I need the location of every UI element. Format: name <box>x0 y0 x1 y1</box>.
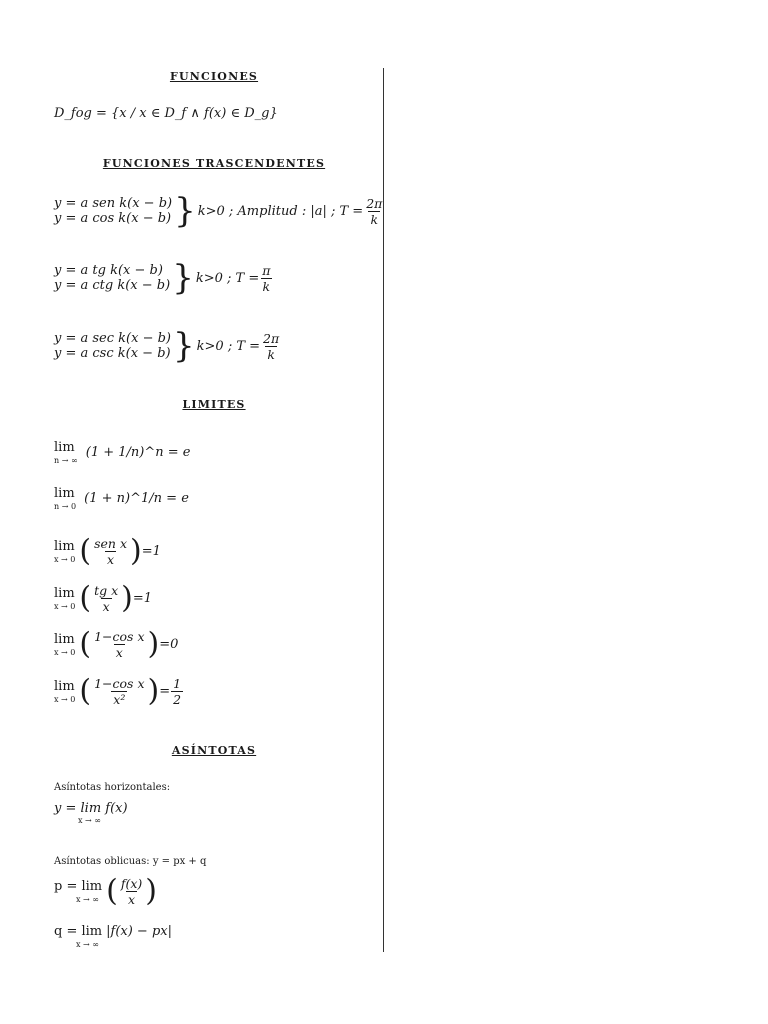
sencos-period-fraction <box>364 196 384 227</box>
fraction-numerator: π <box>262 262 271 278</box>
fraction-denominator: x <box>102 599 110 614</box>
lim-subscript: x → ∞ <box>76 895 99 904</box>
heading-limites: LIMITES <box>182 398 246 411</box>
right-brace: } <box>172 258 194 298</box>
tgctg-period-fraction <box>260 263 272 294</box>
lim-subscript: x → ∞ <box>78 816 101 825</box>
fraction-numerator: 1−cos x <box>94 629 145 644</box>
limit-2-body: (1 + n)^1/n = e <box>84 491 189 506</box>
limit-3-fraction <box>92 536 129 567</box>
sen-line: y = a sen k(x − b) <box>54 196 173 211</box>
limit-4-result: =1 <box>132 591 153 606</box>
fraction-numerator: 2π <box>366 195 383 211</box>
fraction-denominator: x <box>107 552 115 567</box>
p-fraction <box>119 876 144 907</box>
fraction-denominator: k <box>267 346 275 362</box>
lim-operator: lim x → 0 <box>54 539 76 564</box>
seccsc-condition: k>0 ; T = <box>196 338 261 354</box>
lim-subscript: n → ∞ <box>54 456 78 465</box>
p-lim-text: p = lim <box>54 879 103 894</box>
fraction-denominator: k <box>370 211 379 227</box>
left-paren: ( <box>79 580 92 616</box>
fraction-denominator: x <box>115 645 123 660</box>
horizontal-formula-text: y = lim f(x) <box>54 801 128 816</box>
heading-trascendentes: FUNCIONES TRASCENDENTES <box>102 157 326 170</box>
tgctg-block <box>54 258 273 298</box>
right-paren: ) <box>121 580 133 616</box>
csc-line: y = a csc k(x − b) <box>54 346 171 361</box>
heading-funciones: FUNCIONES <box>169 70 259 83</box>
fraction-denominator: x² <box>113 692 126 707</box>
limit-5-result: =0 <box>159 637 179 652</box>
right-paren: ) <box>130 533 142 569</box>
lim-operator: lim n → 0 <box>54 486 77 511</box>
ctg-line: y = a ctg k(x − b) <box>54 278 171 293</box>
lim-operator: lim x → 0 <box>54 586 76 611</box>
seccsc-block <box>54 326 282 366</box>
limit-2 <box>54 486 189 511</box>
fraction-numerator: f(x) <box>120 876 143 891</box>
lim-subscript: x → ∞ <box>76 940 99 949</box>
right-brace: } <box>174 191 196 231</box>
limit-6-result-fraction <box>171 676 183 707</box>
sencos-block <box>54 191 385 231</box>
lim-subscript: x → 0 <box>54 602 76 611</box>
right-paren: ) <box>147 626 160 662</box>
left-paren: ( <box>106 873 118 909</box>
fraction-numerator: sen x <box>94 536 127 551</box>
left-paren: ( <box>79 626 92 662</box>
limit-6: lim x → 0 ( $\frac{\text{1−cos x}}{\text{x²}}$ )= $\frac{1}{2}$ <box>54 673 182 709</box>
q-body: |f(x) − px| <box>106 924 172 939</box>
oblique-asymptote-label: Asíntotas oblicuas: y = px + q <box>54 856 207 867</box>
composition-formula: D_fog = {x / x ∈ D_f ∧ f(x) ∈ D_g} <box>54 106 278 121</box>
left-paren: ( <box>79 533 92 569</box>
right-paren: ) <box>147 673 160 709</box>
q-lim-text: q = lim <box>54 924 103 939</box>
tgctg-condition: k>0 ; T = <box>195 270 260 286</box>
fraction-numerator: tg x <box>94 583 119 598</box>
limit-3 <box>54 533 161 569</box>
limit-6-fraction <box>92 676 146 707</box>
sec-line: y = a sec k(x − b) <box>54 331 171 346</box>
lim-subscript: n → 0 <box>54 502 77 511</box>
right-brace: } <box>173 326 195 366</box>
left-paren: ( <box>79 673 92 709</box>
q-lim-block <box>54 924 102 949</box>
fraction-denominator: 2 <box>173 692 182 707</box>
fraction-numerator: 1−cos x <box>94 676 145 691</box>
lim-subscript: x → 0 <box>54 648 76 657</box>
sencos-condition: k>0 ; Amplitud : |a| ; T = <box>197 203 364 219</box>
horizontal-asymptote-formula <box>54 801 128 825</box>
limit-4-fraction <box>92 583 120 614</box>
p-formula <box>54 873 157 909</box>
lim-subscript: x → 0 <box>54 555 76 564</box>
lim-operator: lim n → ∞ <box>54 440 78 465</box>
tg-line: y = a tg k(x − b) <box>54 263 163 278</box>
column-divider <box>383 68 384 952</box>
fraction-denominator: x <box>128 892 136 907</box>
lim-subscript: x → 0 <box>54 695 76 704</box>
limit-5-fraction <box>92 629 146 660</box>
lim-operator: lim x → 0 <box>54 679 76 704</box>
left-column <box>0 0 383 1024</box>
fraction-numerator: 2π <box>263 330 280 346</box>
limit-1-body: (1 + 1/n)^n = e <box>85 445 191 460</box>
seccsc-period-fraction <box>261 331 281 362</box>
fraction-denominator: k <box>262 278 271 294</box>
limit-5 <box>54 626 179 662</box>
limit-1 <box>54 440 190 465</box>
lim-operator: lim x → 0 <box>54 632 76 657</box>
q-formula <box>54 924 172 949</box>
fraction-numerator: 1 <box>173 676 182 691</box>
horizontal-asymptote-label: Asíntotas horizontales: <box>54 782 171 793</box>
heading-asintotas: ASÍNTOTAS <box>171 744 257 757</box>
limit-4 <box>54 580 153 616</box>
right-paren: ) <box>145 873 157 909</box>
cos-line: y = a cos k(x − b) <box>54 211 172 226</box>
limit-3-result: =1 <box>141 544 161 559</box>
p-lim-block <box>54 879 102 904</box>
